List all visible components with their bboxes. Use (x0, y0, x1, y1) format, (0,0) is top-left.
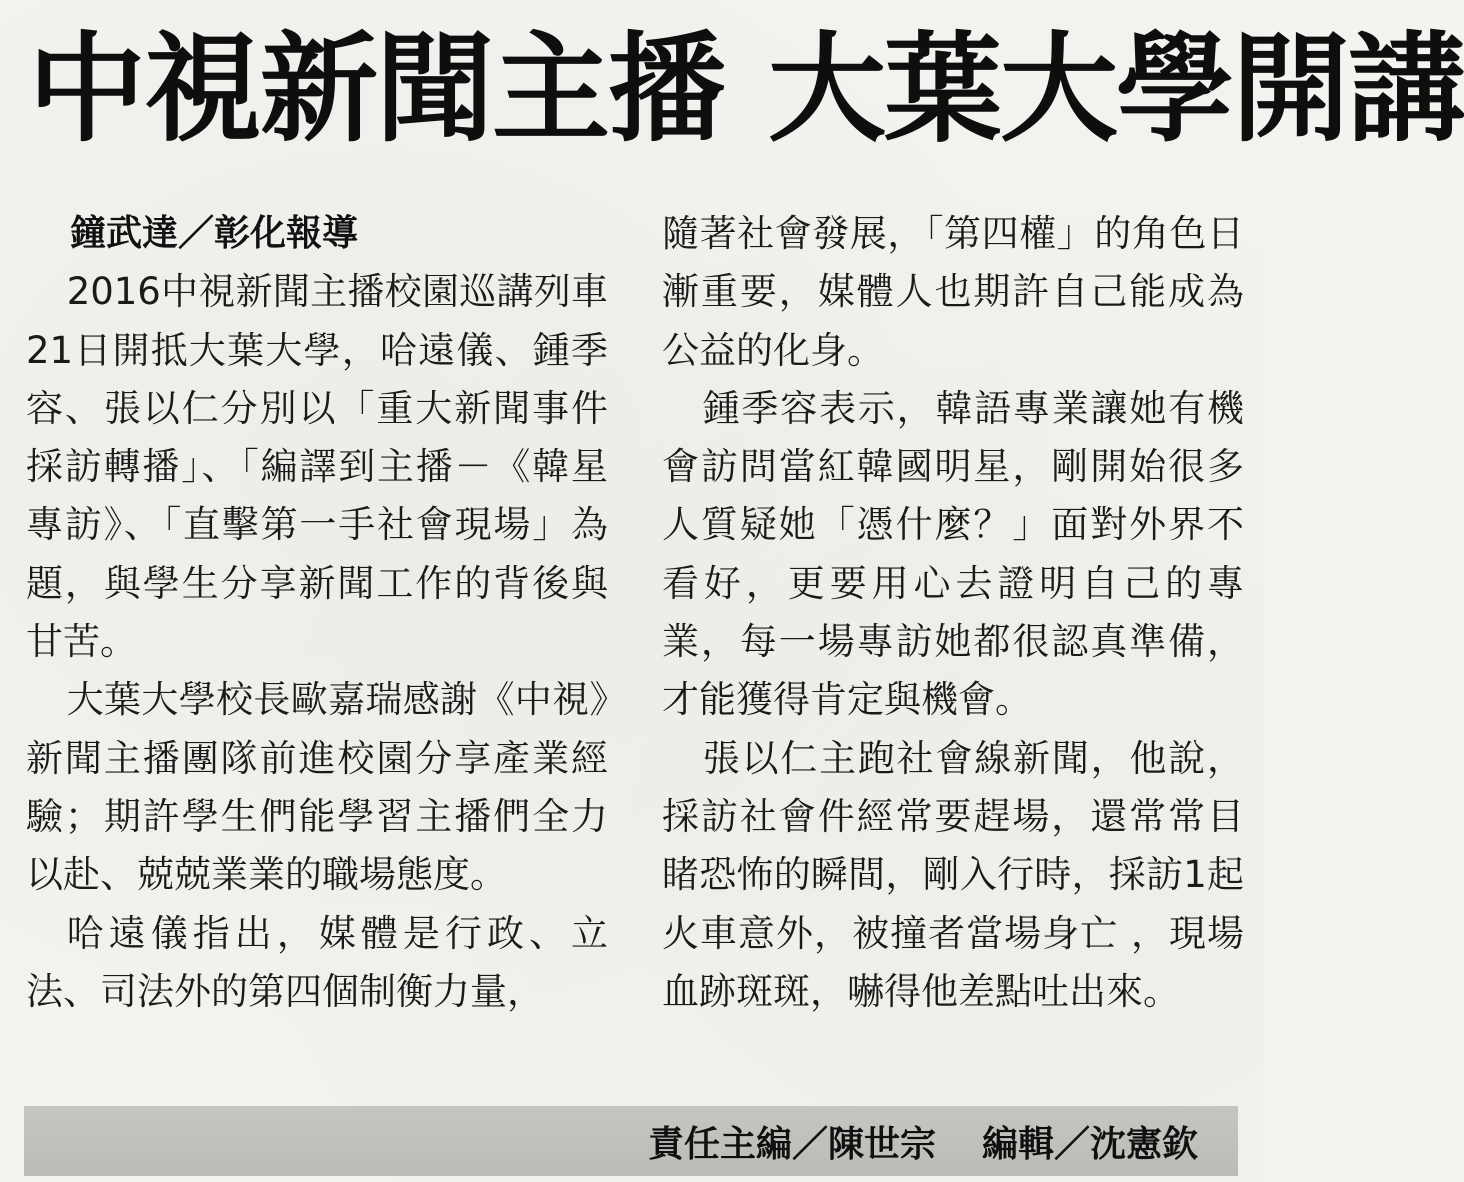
editor-credit: 編輯／沈憲欽 (981, 1123, 1198, 1165)
editor-in-charge-credit: 責任主編／陳世宗 (647, 1123, 936, 1165)
byline: 鐘武達／彰化報導 (70, 213, 359, 254)
headline-part-1: 中視新聞主播 (28, 20, 725, 158)
paragraph: 哈遠儀指出，媒體是行政、立法、司法外的第四個制衡力量， (26, 911, 608, 1013)
paragraph: 鍾季容表示，韓語專業讓她有機會訪問當紅韓國明星，剛開始很多人質疑她「憑什麼？」面對外界不看好，更要用心去證明自己的專業，每一場專訪她都很認真準備，才能獲得肯定與機會。 (662, 386, 1244, 722)
headline (28, 14, 1464, 164)
article-column-right (662, 205, 1244, 1021)
paragraph: 2016中視新聞主播校園巡講列車21日開抵大葉大學，哈遠儀、鍾季容、張以仁分別以「重大新聞事件採訪轉播」、「編譯到主播－《韓星專訪》、「直擊第一手社會現場」為題，與學生分享新聞工作的背後與甘苦。 (26, 270, 608, 664)
article-column-left (26, 205, 608, 1021)
paragraph: 大葉大學校長歐嘉瑞感謝《中視》新聞主播團隊前進校園分享產業經驗；期許學生們能學習主播們全力以赴、兢兢業業的職場態度。 (26, 678, 608, 897)
editor-credits-bar (24, 1106, 1238, 1176)
headline-part-2: 大葉大學開講 (768, 20, 1464, 158)
paragraph: 張以仁主跑社會線新聞，他說，採訪社會件經常要趕場，還常常目睹恐怖的瞬間，剛入行時，採訪1起火車意外，被撞者當場身亡 ，現場血跡斑斑，嚇得他差點吐出來。 (662, 736, 1244, 1013)
paragraph-continued: 隨著社會發展，「第四權」的角色日漸重要，媒體人也期許自己能成為公益的化身。 (662, 212, 1244, 372)
